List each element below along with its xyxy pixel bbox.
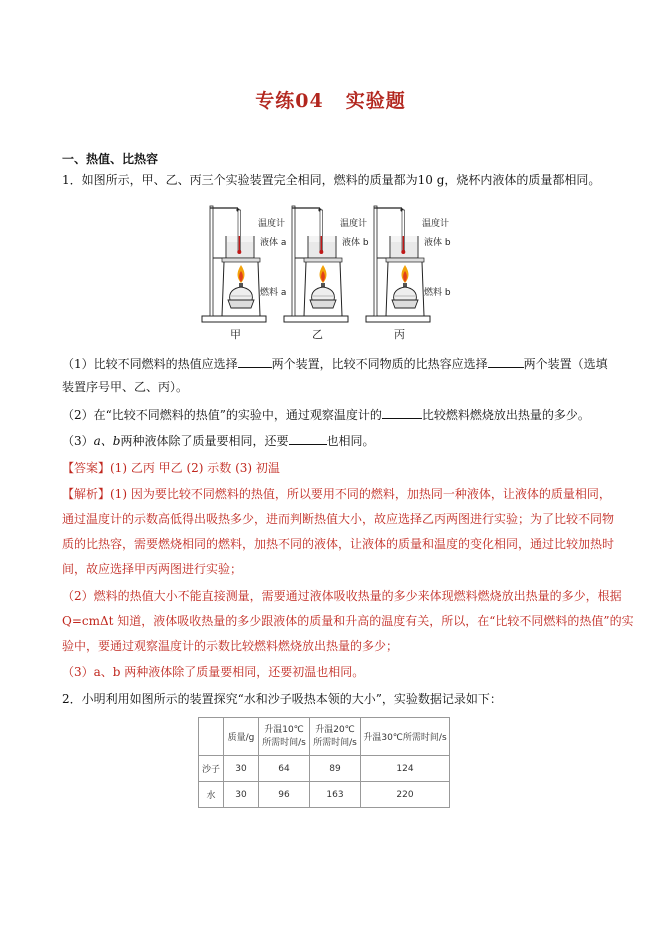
q1-stem-num: 10 g — [417, 173, 445, 187]
analysis-line: （2）燃料的热值大小不能直接测量，需要通过液体吸收热量的多少来体现燃料燃烧放出热量的多少，根据 — [62, 589, 622, 603]
table-cell: 163 — [310, 782, 361, 808]
table-cell: 124 — [361, 756, 450, 782]
table-cell: 水 — [199, 782, 224, 808]
table-cell: 220 — [361, 782, 450, 808]
q1-sub2-a: （2）在“比较不同燃料的热值”的实验中，通过观察温度计的 — [62, 408, 382, 422]
table-row — [199, 756, 450, 782]
analysis-line: （3）a、b 两种液体除了质量要相同，还要初温也相同。 — [62, 665, 365, 679]
table-header-cell: 升温30℃所需时间/s — [361, 718, 450, 756]
q1-sub2 — [62, 406, 590, 424]
table-cell: 30 — [224, 782, 259, 808]
q1-sub1-line1 — [62, 355, 608, 373]
q1-sub1-line2: 装置序号甲、乙、丙）。 — [62, 380, 189, 394]
analysis-line: 【解析】(1) 因为要比较不同燃料的热值，所以要用不同的燃料，加热同一种液体，让液体的质量相同， — [62, 487, 611, 501]
q1-sub3-b: 两种液体除了质量要相同，还要 — [120, 434, 289, 448]
q1-stem-post: ，烧杯内液体的质量都相同。 — [444, 173, 601, 187]
table-header-cell: 升温20℃ 所需时间/s — [310, 718, 361, 756]
answer-blank[interactable] — [488, 355, 524, 368]
table-cell: 沙子 — [199, 756, 224, 782]
q1-sub2-b: 比较燃料燃烧放出热量的多少。 — [421, 408, 590, 422]
q1-sub3-c: 也相同。 — [326, 434, 375, 448]
answer-blank[interactable] — [289, 432, 327, 445]
caption-jia: 甲 — [230, 328, 241, 341]
q1-sub3 — [62, 432, 375, 450]
data-table — [198, 717, 450, 808]
answer-blank[interactable] — [382, 406, 422, 419]
q1-sub1-b: 两个装置，比较不同物质的比热容应选择 — [271, 357, 488, 371]
table-header-cell: 升温10℃ 所需时间/s — [259, 718, 310, 756]
label-thermometer-2: 温度计 — [340, 219, 368, 229]
q1-stem — [62, 171, 600, 189]
q1-sub3-ab: a、b — [93, 434, 121, 448]
analysis-line: 通过温度计的示数高低得出吸热多少，进而判断热值大小，故应选择乙丙两图进行实验；为了比较不同物 — [62, 512, 615, 526]
caption-yi: 乙 — [312, 328, 323, 341]
title-part2: 实验题 — [345, 90, 406, 112]
caption-bing: 丙 — [394, 328, 405, 341]
analysis-line: 间，故应选择甲丙两图进行实验； — [62, 562, 243, 576]
label-thermometer-3: 温度计 — [422, 219, 450, 229]
section-heading: 一、热值、比热容 — [62, 152, 159, 166]
table-cell: 89 — [310, 756, 361, 782]
table-header-cell — [199, 718, 224, 756]
table-cell: 30 — [224, 756, 259, 782]
label-thermometer-1: 温度计 — [258, 219, 286, 229]
q1-stem-pre: 1．如图所示，甲、乙、丙三个实验装置完全相同，燃料的质量都为 — [62, 173, 418, 187]
table-cell: 96 — [259, 782, 310, 808]
apparatus-figure — [198, 196, 458, 344]
analysis-line: 质的比热容，需要燃烧相同的燃料，加热不同的液体，让液体的质量和温度的变化相同，通过比较加热时 — [62, 537, 615, 551]
table-row — [199, 782, 450, 808]
label-fuel-a-1: 燃料 a — [260, 288, 287, 298]
table-cell: 64 — [259, 756, 310, 782]
analysis-line: 验中，要通过观察温度计的示数比较燃料燃烧放出热量的多少； — [62, 639, 399, 653]
page-title — [0, 86, 661, 113]
q1-sub1-a: （1）比较不同燃料的热值应选择 — [62, 357, 238, 371]
title-part1: 专练04 — [255, 90, 324, 112]
table-header-row — [199, 718, 450, 756]
label-liquid-b-3: 液体 b — [424, 238, 451, 248]
label-fuel-b-3: 燃料 b — [424, 288, 451, 298]
table-header-cell: 质量/g — [224, 718, 259, 756]
q1-sub3-a: （3） — [62, 434, 94, 448]
label-liquid-a-1: 液体 a — [260, 238, 287, 248]
q1-sub1-c: 两个装置（选填 — [523, 357, 608, 371]
label-liquid-b-2: 液体 b — [342, 238, 369, 248]
analysis-line: Q=cmΔt 知道，液体吸收热量的多少跟液体的质量和升高的温度有关，所以，在“比较不同燃料的热值”的实 — [62, 614, 634, 628]
q2-stem: 2．小明利用如图所示的装置探究“水和沙子吸热本领的大小”，实验数据记录如下： — [62, 692, 502, 706]
q1-answer: 【答案】(1) 乙丙 甲乙 (2) 示数 (3) 初温 — [62, 461, 280, 475]
answer-blank[interactable] — [238, 355, 272, 368]
